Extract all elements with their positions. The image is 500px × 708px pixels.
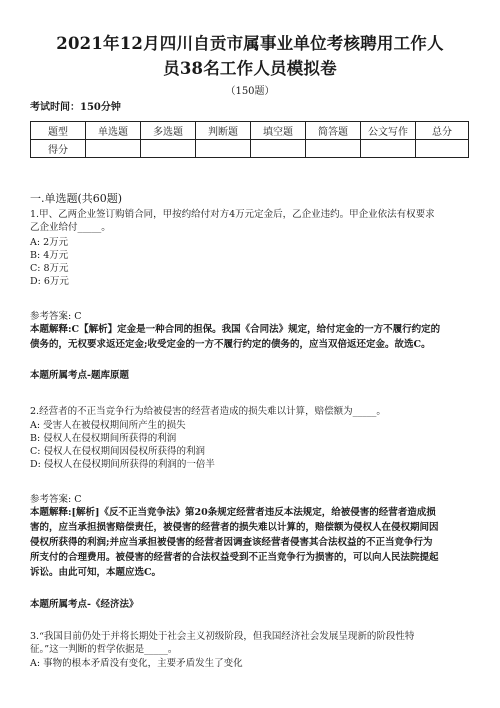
header-cell: 简答题 (306, 122, 361, 140)
section-title: 一.单选题(共60题) (30, 192, 123, 205)
q2-explanation-line4: 所支付的合理费用。被侵害的经营者的合法权益受到不正当竞争行为损害的，可以向人民法院提起 (30, 552, 439, 563)
exam-time: 考试时间：150分钟 (30, 102, 121, 113)
question-count: （150题） (225, 86, 275, 97)
q1-option-d: D: 6万元 (30, 276, 69, 287)
score-cell (416, 140, 469, 158)
header-cell: 公文写作 (361, 122, 416, 140)
score-cell (141, 140, 196, 158)
score-table-score-row (31, 140, 469, 158)
document-title-line1: 2021年12月四川自贡市属事业单位考核聘用工作人 (56, 34, 444, 53)
score-cell (86, 140, 141, 158)
q3-text-line1: 3.“我国目前仍处于并将长期处于社会主义初级阶段，但我国经济社会发展呈现新的阶段性特 (30, 631, 415, 642)
q3-text-line2: 征。”这一判断的哲学依据是_____。 (30, 644, 178, 655)
header-cell: 题型 (31, 122, 86, 140)
header-cell: 单选题 (86, 122, 141, 140)
document-title-line2: 员38名工作人员模拟卷 (163, 59, 337, 78)
q1-option-b: B: 4万元 (30, 250, 69, 261)
q1-text-line2: 乙企业给付_____。 (30, 222, 111, 233)
score-cell (251, 140, 306, 158)
q1-explanation-line2: 债务的，无权要求返还定金;收受定金的一方不履行约定的债务的，应当双倍返还定金。故选C。 (30, 339, 431, 350)
header-cell: 判断题 (196, 122, 251, 140)
q2-explanation-line2: 害的，应当承担损害赔偿责任，被侵害的经营者的损失难以计算的，赔偿额为侵权人在侵权期间因 (30, 522, 439, 533)
q2-option-d: D: 侵权人在侵权期间所获得的利润的一倍半 (30, 459, 215, 470)
q2-text: 2.经营者的不正当竞争行为给被侵害的经营者造成的损失难以计算，赔偿额为_____。 (30, 406, 386, 417)
q1-option-c: C: 8万元 (30, 263, 69, 274)
q2-explanation-line5: 诉讼。由此可知，本题应选C。 (30, 567, 162, 578)
q1-knowledge-point: 本题所属考点-题库原题 (30, 370, 129, 381)
q2-option-b: B: 侵权人在侵权期间所获得的利润 (30, 433, 177, 444)
score-table-header-row (31, 122, 469, 140)
q2-knowledge-point: 本题所属考点-《经济法》 (30, 599, 139, 610)
q1-text-line1: 1.甲、乙两企业签订购销合同，甲按约给付对方4万元定金后，乙企业违约。甲企业依法有权要求 (30, 209, 435, 220)
score-table (30, 121, 469, 158)
score-row-label: 得分 (31, 140, 86, 158)
q2-answer: 参考答案: C (30, 494, 82, 505)
q1-explanation-line1: 本题解释:C【解析】定金是一种合同的担保。我国《合同法》规定，给付定金的一方不履行约定的 (30, 324, 441, 335)
q1-answer: 参考答案: C (30, 311, 82, 322)
header-cell: 填空题 (251, 122, 306, 140)
q2-explanation-line3: 侵权所获得的利润;并应当承担被侵害的经营者因调查该经营者侵害其合法权益的不正当竞争行为 (30, 537, 433, 548)
header-cell: 总分 (416, 122, 469, 140)
score-cell (306, 140, 361, 158)
q2-explanation-line1: 本题解释:[解析]《反不正当竞争法》第20条规定经营者违反本法规定，给被侵害的经营者造成损 (30, 507, 436, 518)
score-cell (361, 140, 416, 158)
q1-option-a: A: 2万元 (30, 237, 69, 248)
q2-option-c: C: 侵权人在侵权期间因侵权所获得的利润 (30, 446, 205, 457)
score-cell (196, 140, 251, 158)
q2-option-a: A: 受害人在被侵权期间所产生的损失 (30, 420, 186, 431)
header-cell: 多选题 (141, 122, 196, 140)
q3-option-a: A: 事物的根本矛盾没有变化，主要矛盾发生了变化 (30, 658, 243, 669)
